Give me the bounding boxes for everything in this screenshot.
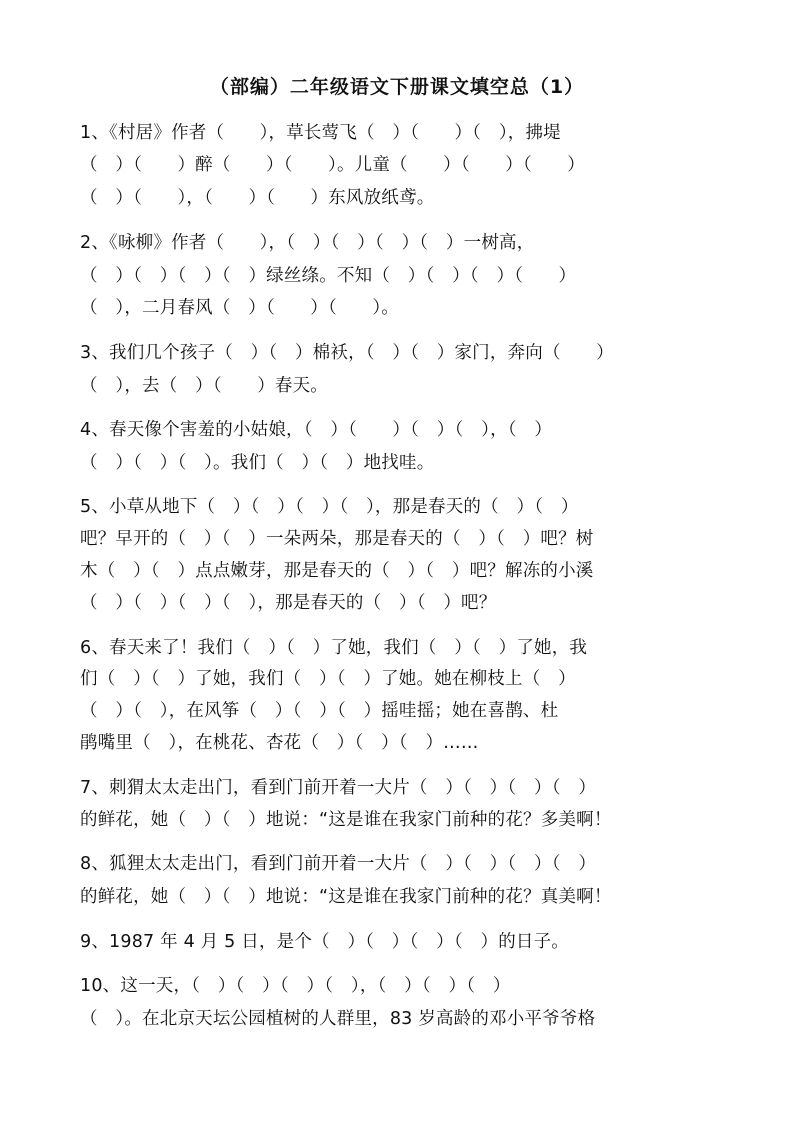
text-line: 4、春天像个害羞的小姑娘，（ ）（ ）（ ）（ ），（ ）	[80, 420, 553, 440]
text-line: 7、刺猬太太走出门，看到门前开着一大片（ ）（ ）（ ）（ ）	[80, 778, 597, 798]
text-line: （ ）（ ）醉（ ）（ ）。儿童（ ）（ ）（ ）	[80, 155, 585, 175]
text-line: 木（ ）（ ）点点嫩芽，那是春天的（ ）（ ）吧？解冻的小溪	[80, 561, 594, 581]
text-line: （ ）。在北京天坛公园植树的人群里，83 岁高龄的邓小平爷爷格	[80, 1009, 596, 1029]
text-line: 10、这一天，（ ）（ ）（ ）（ ），（ ）（ ）（ ）	[80, 976, 511, 996]
text-line: 9、1987 年 4 月 5 日，是个（ ）（ ）（ ）（ ）的日子。	[80, 932, 570, 952]
text-line: （ ）（ ），（ ）（ ）东风放纸鸢。	[80, 188, 435, 208]
text-line: 鹃嘴里（ ），在桃花、杏花（ ）（ ）（ ）……	[80, 733, 479, 753]
text-line: 8、狐狸太太走出门，看到门前开着一大片（ ）（ ）（ ）（ ）	[80, 854, 597, 874]
text-line: 1、《村居》作者（ ），草长莺飞（ ）（ ）（ ），拂堤	[80, 123, 561, 143]
text-line: （ ）（ ），在风筝（ ）（ ）（ ）摇哇摇；她在喜鹊、杜	[80, 701, 559, 721]
text-line: （ ）（ ）（ ）（ ）绿丝绦。不知（ ）（ ）（ ）（ ）	[80, 266, 577, 286]
text-line: 5、小草从地下（ ）（ ）（ ）（ ），那是春天的（ ）（ ）	[80, 497, 579, 517]
text-line: 吧？早开的（ ）（ ）一朵两朵，那是春天的（ ）（ ）吧？树	[80, 529, 594, 549]
text-line: 3、我们几个孩子（ ）（ ）棉袄，（ ）（ ）家门，奔向（ ）	[80, 343, 614, 363]
text-line: 们（ ）（ ）了她，我们（ ）（ ）了她。她在柳枝上（ ）	[80, 669, 576, 689]
text-line: （ ）（ ）（ ）（ ），那是春天的（ ）（ ）吧？	[80, 593, 497, 613]
text-line: 的鲜花，她（ ）（ ）地说：“这是谁在我家门前种的花？真美啊！	[80, 887, 612, 907]
text-line: （ ），去（ ）（ ）春天。	[80, 376, 328, 396]
text-line: （ ），二月春风（ ）（ ）（ ）。	[80, 298, 399, 318]
text-line: 2、《咏柳》作者（ ），（ ）（ ）（ ）（ ）一树高，	[80, 233, 535, 253]
page-title: （部编）二年级语文下册课文填空总（1）	[209, 76, 585, 98]
text-line: 的鲜花，她（ ）（ ）地说：“这是谁在我家门前种的花？多美啊！	[80, 810, 612, 830]
text-line: （ ）（ ）（ ）。我们（ ）（ ）地找哇。	[80, 453, 435, 473]
text-line: 6、春天来了！我们（ ）（ ）了她，我们（ ）（ ）了她，我	[80, 638, 588, 658]
